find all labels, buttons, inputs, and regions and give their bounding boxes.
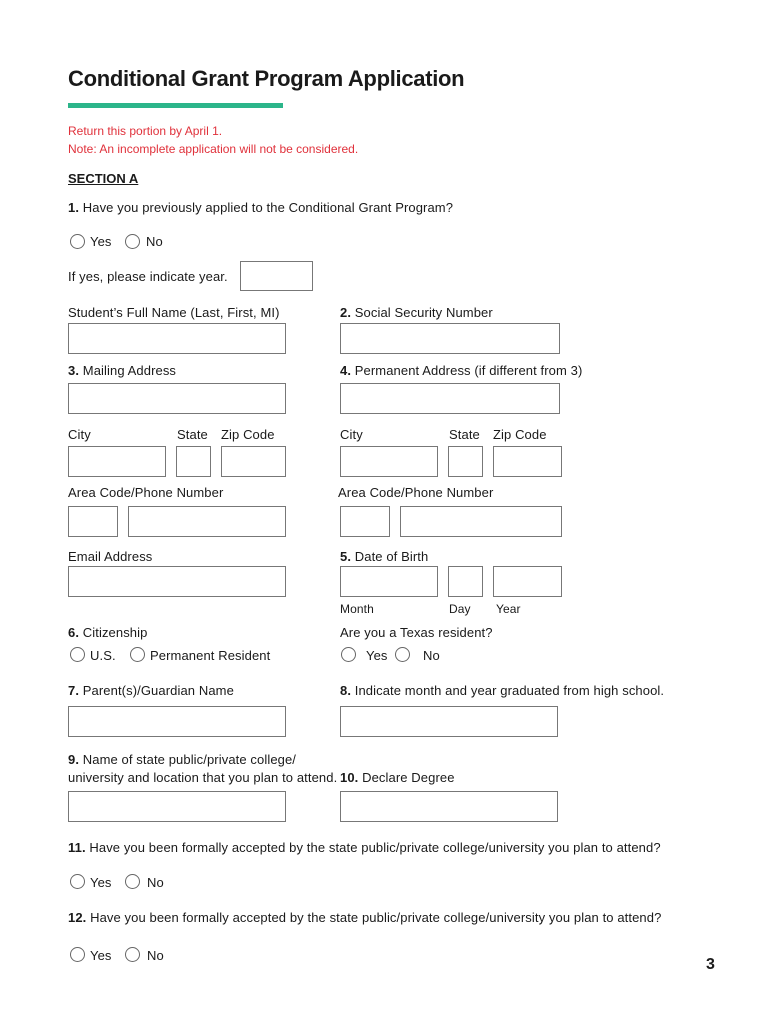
permanent-area-code-field[interactable] [340, 506, 390, 537]
notice-incomplete: Note: An incomplete application will not be considered. [68, 142, 359, 156]
q12-no-radio[interactable] [125, 947, 140, 962]
prior-year-field[interactable] [240, 261, 313, 291]
mailing-phone-field[interactable] [128, 506, 286, 537]
mailing-state-field[interactable] [176, 446, 211, 477]
section-heading: SECTION A [68, 171, 139, 186]
email-field[interactable] [68, 566, 286, 597]
permanent-zip-label: Zip Code [493, 427, 547, 442]
dob-year-caption: Year [496, 602, 521, 616]
q11-yes-radio[interactable] [70, 874, 85, 889]
q12-yes-radio[interactable] [70, 947, 85, 962]
q11-no-radio[interactable] [125, 874, 140, 889]
citizenship-us-label: U.S. [90, 648, 116, 663]
dob-month-field[interactable] [340, 566, 438, 597]
degree-label: 10. Declare Degree [340, 770, 455, 785]
permanent-address-label: 4. Permanent Address (if different from 3) [340, 363, 583, 378]
mailing-address-label: 3. Mailing Address [68, 363, 177, 378]
citizenship-permanent-radio[interactable] [130, 647, 145, 662]
hs-graduation-label: 8. Indicate month and year graduated from high school. [340, 683, 665, 698]
dob-year-field[interactable] [493, 566, 562, 597]
q11-yes-label: Yes [90, 875, 112, 890]
college-field[interactable] [68, 791, 286, 822]
permanent-city-label: City [340, 427, 363, 442]
mailing-city-field[interactable] [68, 446, 166, 477]
citizenship-permanent-label: Permanent Resident [150, 648, 271, 663]
guardian-label: 7. Parent(s)/Guardian Name [68, 683, 234, 698]
mailing-city-label: City [68, 427, 91, 442]
student-name-field[interactable] [68, 323, 286, 354]
q1-no-radio[interactable] [125, 234, 140, 249]
dob-day-caption: Day [449, 602, 471, 616]
notice-deadline: Return this portion by April 1. [68, 124, 223, 138]
texas-no-label: No [423, 648, 440, 663]
q12-no-label: No [147, 948, 164, 963]
texas-yes-radio[interactable] [341, 647, 356, 662]
q12-yes-label: Yes [90, 948, 112, 963]
hs-graduation-field[interactable] [340, 706, 558, 737]
q1-yes-radio[interactable] [70, 234, 85, 249]
q1-label: 1. Have you previously applied to the Conditional Grant Program? [68, 200, 454, 215]
citizenship-label: 6. Citizenship [68, 625, 148, 640]
permanent-state-field[interactable] [448, 446, 483, 477]
dob-label: 5. Date of Birth [340, 549, 429, 564]
mailing-zip-label: Zip Code [221, 427, 275, 442]
student-name-label: Student’s Full Name (Last, First, MI) [68, 305, 280, 320]
permanent-city-field[interactable] [340, 446, 438, 477]
page-title: Conditional Grant Program Application [68, 66, 465, 91]
dob-day-field[interactable] [448, 566, 483, 597]
mailing-zip-field[interactable] [221, 446, 286, 477]
title-underline [68, 103, 283, 108]
permanent-address-field[interactable] [340, 383, 560, 414]
texas-yes-label: Yes [366, 648, 388, 663]
q11-label: 11. Have you been formally accepted by the state public/private college/university you plan to attend? [68, 840, 661, 855]
mailing-phone-label: Area Code/Phone Number [68, 485, 224, 500]
prior-year-label: If yes, please indicate year. [68, 269, 228, 284]
email-label: Email Address [68, 549, 153, 564]
degree-field[interactable] [340, 791, 558, 822]
guardian-field[interactable] [68, 706, 286, 737]
page-number: 3 [706, 956, 715, 973]
citizenship-us-radio[interactable] [70, 647, 85, 662]
permanent-phone-label: Area Code/Phone Number [338, 485, 494, 500]
q1-yes-label: Yes [90, 234, 112, 249]
college-label-line1: 9. Name of state public/private college/ [68, 752, 297, 767]
dob-month-caption: Month [340, 602, 374, 616]
q11-no-label: No [147, 875, 164, 890]
texas-resident-label: Are you a Texas resident? [340, 625, 493, 640]
ssn-label: 2. Social Security Number [340, 305, 493, 320]
mailing-area-code-field[interactable] [68, 506, 118, 537]
college-label-line2: university and location that you plan to attend. [68, 770, 338, 785]
mailing-state-label: State [177, 427, 208, 442]
ssn-field[interactable] [340, 323, 560, 354]
permanent-phone-field[interactable] [400, 506, 562, 537]
mailing-address-field[interactable] [68, 383, 286, 414]
q1-no-label: No [146, 234, 163, 249]
texas-no-radio[interactable] [395, 647, 410, 662]
permanent-zip-field[interactable] [493, 446, 562, 477]
q12-label: 12. Have you been formally accepted by the state public/private college/university you plan to attend? [68, 910, 662, 925]
permanent-state-label: State [449, 427, 480, 442]
